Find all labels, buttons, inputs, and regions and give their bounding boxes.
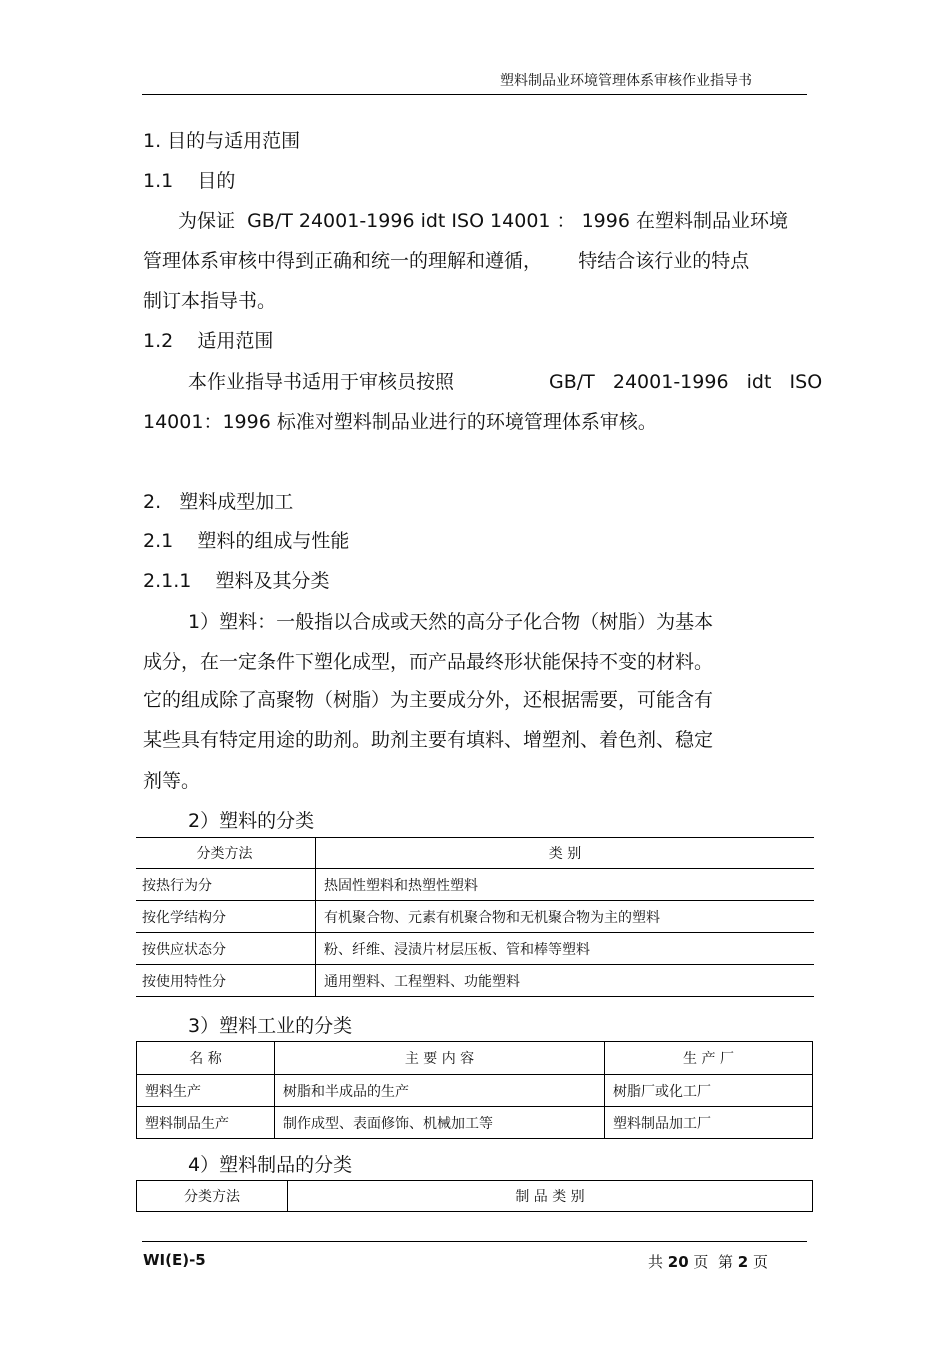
table-header-cell: 分类方法 bbox=[136, 838, 316, 869]
paragraph-line: 为保证 GB/T 24001-1996 idt ISO 14001 ： 1996 在塑料制品业环境 bbox=[178, 210, 788, 232]
table-cell: 按化学结构分 bbox=[136, 901, 316, 933]
table-row bbox=[136, 901, 814, 933]
header-title: 塑料制品业环境管理体系审核作业指导书 bbox=[500, 73, 752, 89]
paragraph-line: 成分，在一定条件下塑化成型，而产品最终形状能保持不变的材料。 bbox=[143, 651, 714, 673]
paragraph-line: 某些具有特定用途的助剂。助剂主要有填料、增塑剂、着色剂、稳定 bbox=[143, 729, 714, 751]
table-header-row bbox=[136, 838, 814, 869]
table-cell: 塑料制品加工厂 bbox=[605, 1107, 813, 1139]
table-cell: 按供应状态分 bbox=[136, 933, 316, 965]
paragraph-line: 剂等。 bbox=[143, 770, 201, 792]
table-cell: 塑料生产 bbox=[137, 1075, 275, 1107]
table-cell: 热固性塑料和热塑性塑料 bbox=[316, 869, 815, 901]
plastic-industry-table bbox=[136, 1041, 813, 1139]
table-header-row bbox=[137, 1181, 813, 1212]
table-cell: 按热行为分 bbox=[136, 869, 316, 901]
table-cell: 通用塑料、工程塑料、功能塑料 bbox=[316, 965, 815, 997]
table-row bbox=[136, 933, 814, 965]
table-header-cell: 制 品 类 别 bbox=[288, 1181, 813, 1212]
table-cell: 有机聚合物、元素有机聚合物和无机聚合物为主的塑料 bbox=[316, 901, 815, 933]
page-counter bbox=[648, 1251, 768, 1272]
table-header-cell: 主 要 内 容 bbox=[275, 1042, 605, 1075]
paragraph-line: 制订本指导书。 bbox=[143, 290, 277, 312]
table-row bbox=[136, 965, 814, 997]
table-cell: 树脂和半成品的生产 bbox=[275, 1075, 605, 1107]
subsection-heading: 4）塑料制品的分类 bbox=[188, 1154, 353, 1176]
table-cell: 按使用特性分 bbox=[136, 965, 316, 997]
table-row bbox=[137, 1107, 813, 1139]
table-header-cell: 名 称 bbox=[137, 1042, 275, 1075]
table-cell: 树脂厂或化工厂 bbox=[605, 1075, 813, 1107]
plastic-classification-table bbox=[136, 837, 814, 997]
table-header-cell: 生 产 厂 bbox=[605, 1042, 813, 1075]
page-counter-text: 共 bbox=[648, 1253, 668, 1271]
plastic-products-table bbox=[136, 1180, 813, 1212]
table-row bbox=[136, 869, 814, 901]
subsection-heading: 3）塑料工业的分类 bbox=[188, 1015, 353, 1037]
footer-rule bbox=[142, 1241, 807, 1242]
paragraph-line: 它的组成除了高聚物（树脂）为主要成分外，还根据需要，可能含有 bbox=[143, 689, 714, 711]
header-rule bbox=[142, 94, 807, 95]
current-page: 2 bbox=[737, 1253, 749, 1271]
section-2-heading: 2. 塑料成型加工 bbox=[143, 491, 294, 513]
table-cell: 制作成型、表面修饰、机械加工等 bbox=[275, 1107, 605, 1139]
paragraph-line: 14001：1996 标准对塑料制品业进行的环境管理体系审核。 bbox=[143, 411, 657, 433]
table-cell: 塑料制品生产 bbox=[137, 1107, 275, 1139]
paragraph-line: 管理体系审核中得到正确和统一的理解和遵循， 特结合该行业的特点 bbox=[143, 250, 750, 272]
section-1-heading: 1. 目的与适用范围 bbox=[143, 130, 301, 152]
document-code: WI(E)-5 bbox=[143, 1251, 206, 1269]
paragraph-line: GB/T 24001-1996 idt ISO bbox=[549, 371, 823, 393]
page-counter-text: 页 bbox=[748, 1253, 768, 1271]
table-header-row bbox=[137, 1042, 813, 1075]
table-row bbox=[137, 1075, 813, 1107]
subsection-heading: 2）塑料的分类 bbox=[188, 810, 315, 832]
total-pages: 20 bbox=[667, 1253, 689, 1271]
section-1-1-heading: 1.1 目的 bbox=[143, 170, 236, 192]
paragraph-line: 本作业指导书适用于审核员按照 bbox=[188, 371, 455, 393]
table-header-cell: 类 别 bbox=[316, 838, 815, 869]
section-2-1-heading: 2.1 塑料的组成与性能 bbox=[143, 530, 350, 552]
page-counter-text: 页 第 bbox=[688, 1253, 738, 1271]
section-1-2-heading: 1.2 适用范围 bbox=[143, 330, 274, 352]
table-header-cell: 分类方法 bbox=[137, 1181, 288, 1212]
table-cell: 粉、纤维、浸渍片材层压板、管和棒等塑料 bbox=[316, 933, 815, 965]
section-2-1-1-heading: 2.1.1 塑料及其分类 bbox=[143, 570, 330, 592]
paragraph-line: 1）塑料：一般指以合成或天然的高分子化合物（树脂）为基本 bbox=[188, 611, 714, 633]
